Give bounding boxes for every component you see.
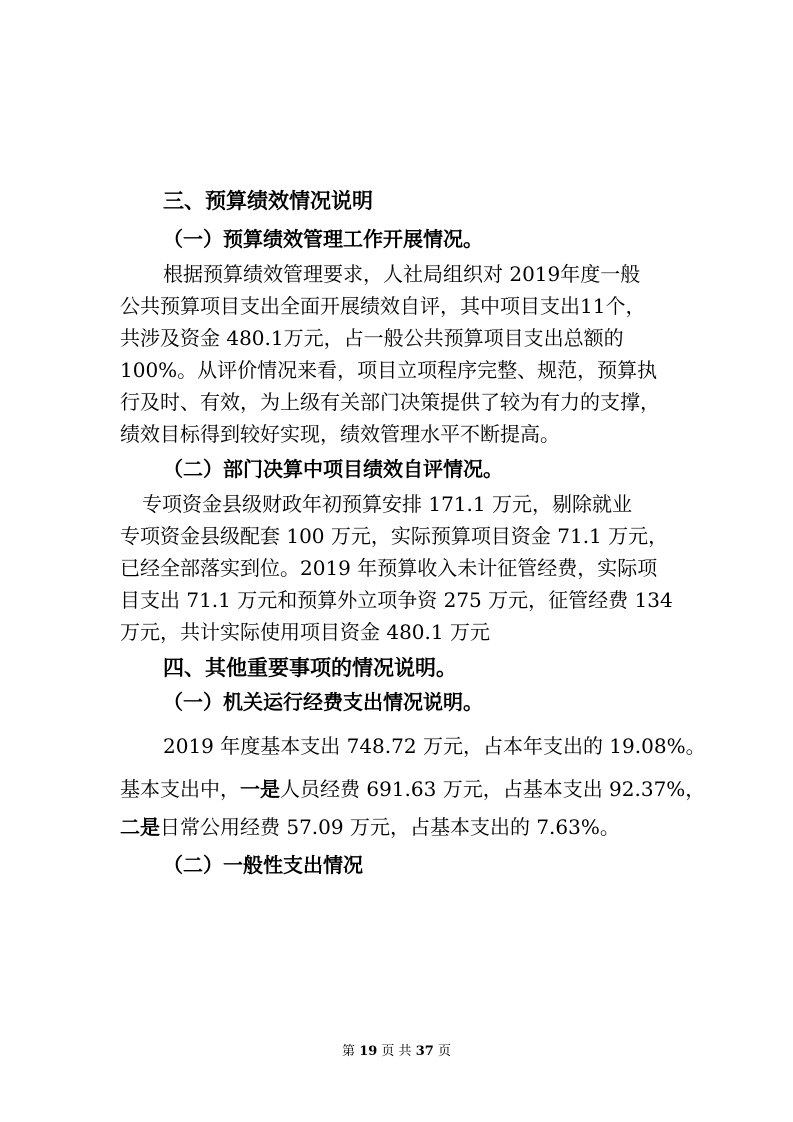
paragraph-line: 行及时、有效，为上级有关部门决策提供了较为有力的支撑，: [120, 390, 660, 414]
subsection-heading-4-1: （一）机关运行经费支出情况说明。: [163, 690, 483, 714]
section-heading-4: 四、其他重要事项的情况说明。: [163, 655, 457, 680]
paragraph-line: [120, 817, 620, 837]
paragraph-line: 绩效目标得到较好实现，绩效管理水平不断提高。: [120, 422, 560, 446]
paragraph-line: 专项资金县级配套 100 万元，实际预算项目资金 71.1 万元，: [120, 524, 669, 548]
subsection-heading-4-2: （二）一般性支出情况: [163, 853, 363, 877]
paragraph-line: [120, 779, 705, 799]
page-footer: [0, 1040, 793, 1059]
footer-prefix: 第: [342, 1044, 356, 1059]
paragraph-line: 根据预算绩效管理要求，人社局组织对 2019年度一般: [163, 262, 641, 286]
footer-page-number: 19: [359, 1044, 378, 1059]
paragraph-line: 共涉及资金 480.1万元，占一般公共预算项目支出总额的: [120, 326, 624, 350]
text-run: 人员经费 691.63 万元，占基本支出 92.37%，: [280, 777, 706, 801]
footer-suffix: 页: [437, 1044, 451, 1059]
paragraph-line: 专项资金县级财政年初预算安排 171.1 万元，剔除就业: [142, 492, 632, 516]
paragraph-line: 公共预算项目支出全面开展绩效自评，其中项目支出11个，: [120, 294, 646, 318]
footer-middle: 页 共: [381, 1044, 412, 1059]
footer-total-pages: 37: [415, 1044, 434, 1059]
section-heading-3: 三、预算绩效情况说明: [163, 188, 373, 213]
text-run: 日常公用经费 57.09 万元，占基本支出的 7.63%。: [160, 815, 620, 839]
text-run: 基本支出中，: [120, 777, 240, 801]
paragraph-line: 万元，共计实际使用项目资金 480.1 万元: [120, 620, 490, 644]
paragraph-line: 2019 年度基本支出 748.72 万元，占本年支出的 19.08%。: [163, 734, 706, 758]
subsection-heading-3-2: （二）部门决算中项目绩效自评情况。: [163, 457, 503, 481]
paragraph-line: 已经全部落实到位。2019 年预算收入未计征管经费，实际项: [120, 556, 658, 580]
emphasis-run: 一是: [240, 777, 280, 801]
paragraph-line: 100%。从评价情况来看，项目立项程序完整、规范，预算执: [120, 358, 658, 382]
emphasis-run: 二是: [120, 815, 160, 839]
paragraph-line: 目支出 71.1 万元和预算外立项争资 275 万元，征管经费 134: [120, 588, 673, 612]
subsection-heading-3-1: （一）预算绩效管理工作开展情况。: [163, 227, 483, 251]
